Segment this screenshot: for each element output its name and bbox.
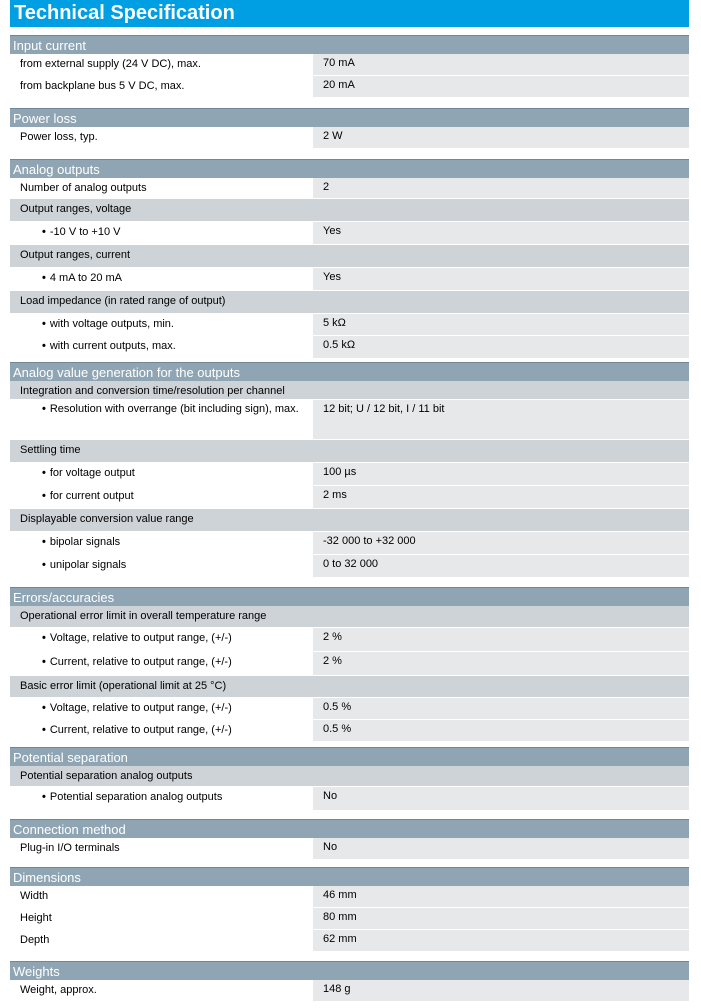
spec-section <box>10 35 689 98</box>
spec-row <box>10 787 689 810</box>
spec-group-row <box>10 440 689 462</box>
spec-row <box>10 54 689 75</box>
spec-label: Depth <box>10 930 313 951</box>
spec-section <box>10 961 689 1002</box>
spec-label: • with current outputs, max. <box>10 336 313 358</box>
spec-row <box>10 222 689 244</box>
row-divider <box>10 741 689 742</box>
spec-row <box>10 268 689 290</box>
spec-value: 62 mm <box>313 930 689 951</box>
spec-row <box>10 628 689 651</box>
spec-row <box>10 532 689 554</box>
spec-group-row <box>10 381 689 399</box>
spec-section <box>10 747 689 811</box>
spec-section <box>10 159 689 359</box>
spec-value: 0.5 kΩ <box>313 336 689 358</box>
spec-value: 2 % <box>313 652 689 675</box>
spec-row <box>10 336 689 358</box>
spec-value: No <box>313 787 689 810</box>
spec-row <box>10 908 689 929</box>
spec-label: Power loss, typ. <box>10 127 313 148</box>
spec-group-row <box>10 766 689 786</box>
spec-row <box>10 886 689 907</box>
spec-label: • for current output <box>10 486 313 508</box>
spec-value: 2 ms <box>313 486 689 508</box>
spec-group-row <box>10 291 689 313</box>
spec-label: • Current, relative to output range, (+/-) <box>10 720 313 741</box>
spec-row <box>10 127 689 148</box>
spec-group-row <box>10 509 689 531</box>
spec-value: No <box>313 838 689 859</box>
spec-label: Operational error limit in overall temperature range <box>20 610 267 622</box>
spec-value: 46 mm <box>313 886 689 907</box>
spec-row <box>10 463 689 485</box>
section-heading: Analog value generation for the outputs <box>10 362 689 381</box>
spec-label: Load impedance (in rated range of output) <box>20 295 226 307</box>
spec-row <box>10 555 689 577</box>
spec-row <box>10 178 689 198</box>
row-divider <box>10 1001 689 1002</box>
spec-label: • unipolar signals <box>10 555 313 577</box>
spec-label: Settling time <box>20 444 81 456</box>
spec-row <box>10 400 689 439</box>
spec-section <box>10 108 689 149</box>
spec-label: • Resolution with overrange (bit including sign), max. <box>10 400 313 439</box>
row-divider <box>10 148 689 149</box>
spec-value: 2 W <box>313 127 689 148</box>
spec-section <box>10 587 689 742</box>
spec-value: 5 kΩ <box>313 314 689 335</box>
spec-value: 2 % <box>313 628 689 651</box>
spec-section <box>10 362 689 578</box>
spec-label: Weight, approx. <box>10 980 313 1001</box>
spec-group-row <box>10 606 689 627</box>
spec-value: 0.5 % <box>313 720 689 741</box>
row-divider <box>10 951 689 952</box>
spec-label: • Current, relative to output range, (+/-) <box>10 652 313 675</box>
spec-value: 20 mA <box>313 76 689 97</box>
spec-label: Output ranges, current <box>20 249 131 261</box>
spec-label: • for voltage output <box>10 463 313 485</box>
row-divider <box>10 358 689 359</box>
section-heading: Connection method <box>10 819 689 838</box>
spec-label: Output ranges, voltage <box>20 203 132 215</box>
page-title: Technical Specification <box>10 0 689 27</box>
spec-label: Basic error limit (operational limit at 25 °C) <box>20 680 227 692</box>
spec-row <box>10 838 689 859</box>
spec-row <box>10 486 689 508</box>
spec-value: -32 000 to +32 000 <box>313 532 689 554</box>
spec-row <box>10 930 689 951</box>
spec-label: Number of analog outputs <box>10 178 313 198</box>
spec-value: 2 <box>313 178 689 198</box>
spec-row <box>10 652 689 675</box>
spec-label: • bipolar signals <box>10 532 313 554</box>
spec-label: • Voltage, relative to output range, (+/-) <box>10 698 313 719</box>
row-divider <box>10 577 689 578</box>
spec-group-row <box>10 245 689 267</box>
spec-group-row <box>10 199 689 221</box>
spec-label: • -10 V to +10 V <box>10 222 313 244</box>
spec-group-row <box>10 676 689 697</box>
spec-label: Plug-in I/O terminals <box>10 838 313 859</box>
spec-value: Yes <box>313 268 689 290</box>
spec-row <box>10 314 689 335</box>
spec-value: 148 g <box>313 980 689 1001</box>
spec-section <box>10 867 689 952</box>
spec-value: 70 mA <box>313 54 689 75</box>
spec-label: • 4 mA to 20 mA <box>10 268 313 290</box>
spec-label: • with voltage outputs, min. <box>10 314 313 335</box>
spec-row <box>10 980 689 1001</box>
section-heading: Dimensions <box>10 867 689 886</box>
spec-row <box>10 76 689 97</box>
section-heading: Potential separation <box>10 747 689 766</box>
row-divider <box>10 810 689 811</box>
spec-value: 12 bit; U / 12 bit, I / 11 bit <box>313 400 689 439</box>
row-divider <box>10 97 689 98</box>
spec-label: • Voltage, relative to output range, (+/-) <box>10 628 313 651</box>
section-heading: Power loss <box>10 108 689 127</box>
spec-label: from external supply (24 V DC), max. <box>10 54 313 75</box>
section-heading: Errors/accuracies <box>10 587 689 606</box>
spec-section <box>10 819 689 860</box>
spec-label: Potential separation analog outputs <box>20 770 193 782</box>
spec-label: Width <box>10 886 313 907</box>
spec-value: 0.5 % <box>313 698 689 719</box>
spec-label: from backplane bus 5 V DC, max. <box>10 76 313 97</box>
spec-row <box>10 720 689 741</box>
spec-value: 0 to 32 000 <box>313 555 689 577</box>
spec-value: 100 µs <box>313 463 689 485</box>
section-heading: Analog outputs <box>10 159 689 178</box>
section-heading: Weights <box>10 961 689 980</box>
section-heading: Input current <box>10 35 689 54</box>
spec-label: Integration and conversion time/resolution per channel <box>20 385 285 397</box>
spec-value: 80 mm <box>313 908 689 929</box>
spec-label: Displayable conversion value range <box>20 513 194 525</box>
spec-value: Yes <box>313 222 689 244</box>
spec-label: • Potential separation analog outputs <box>10 787 313 810</box>
spec-row <box>10 698 689 719</box>
row-divider <box>10 859 689 860</box>
spec-label: Height <box>10 908 313 929</box>
